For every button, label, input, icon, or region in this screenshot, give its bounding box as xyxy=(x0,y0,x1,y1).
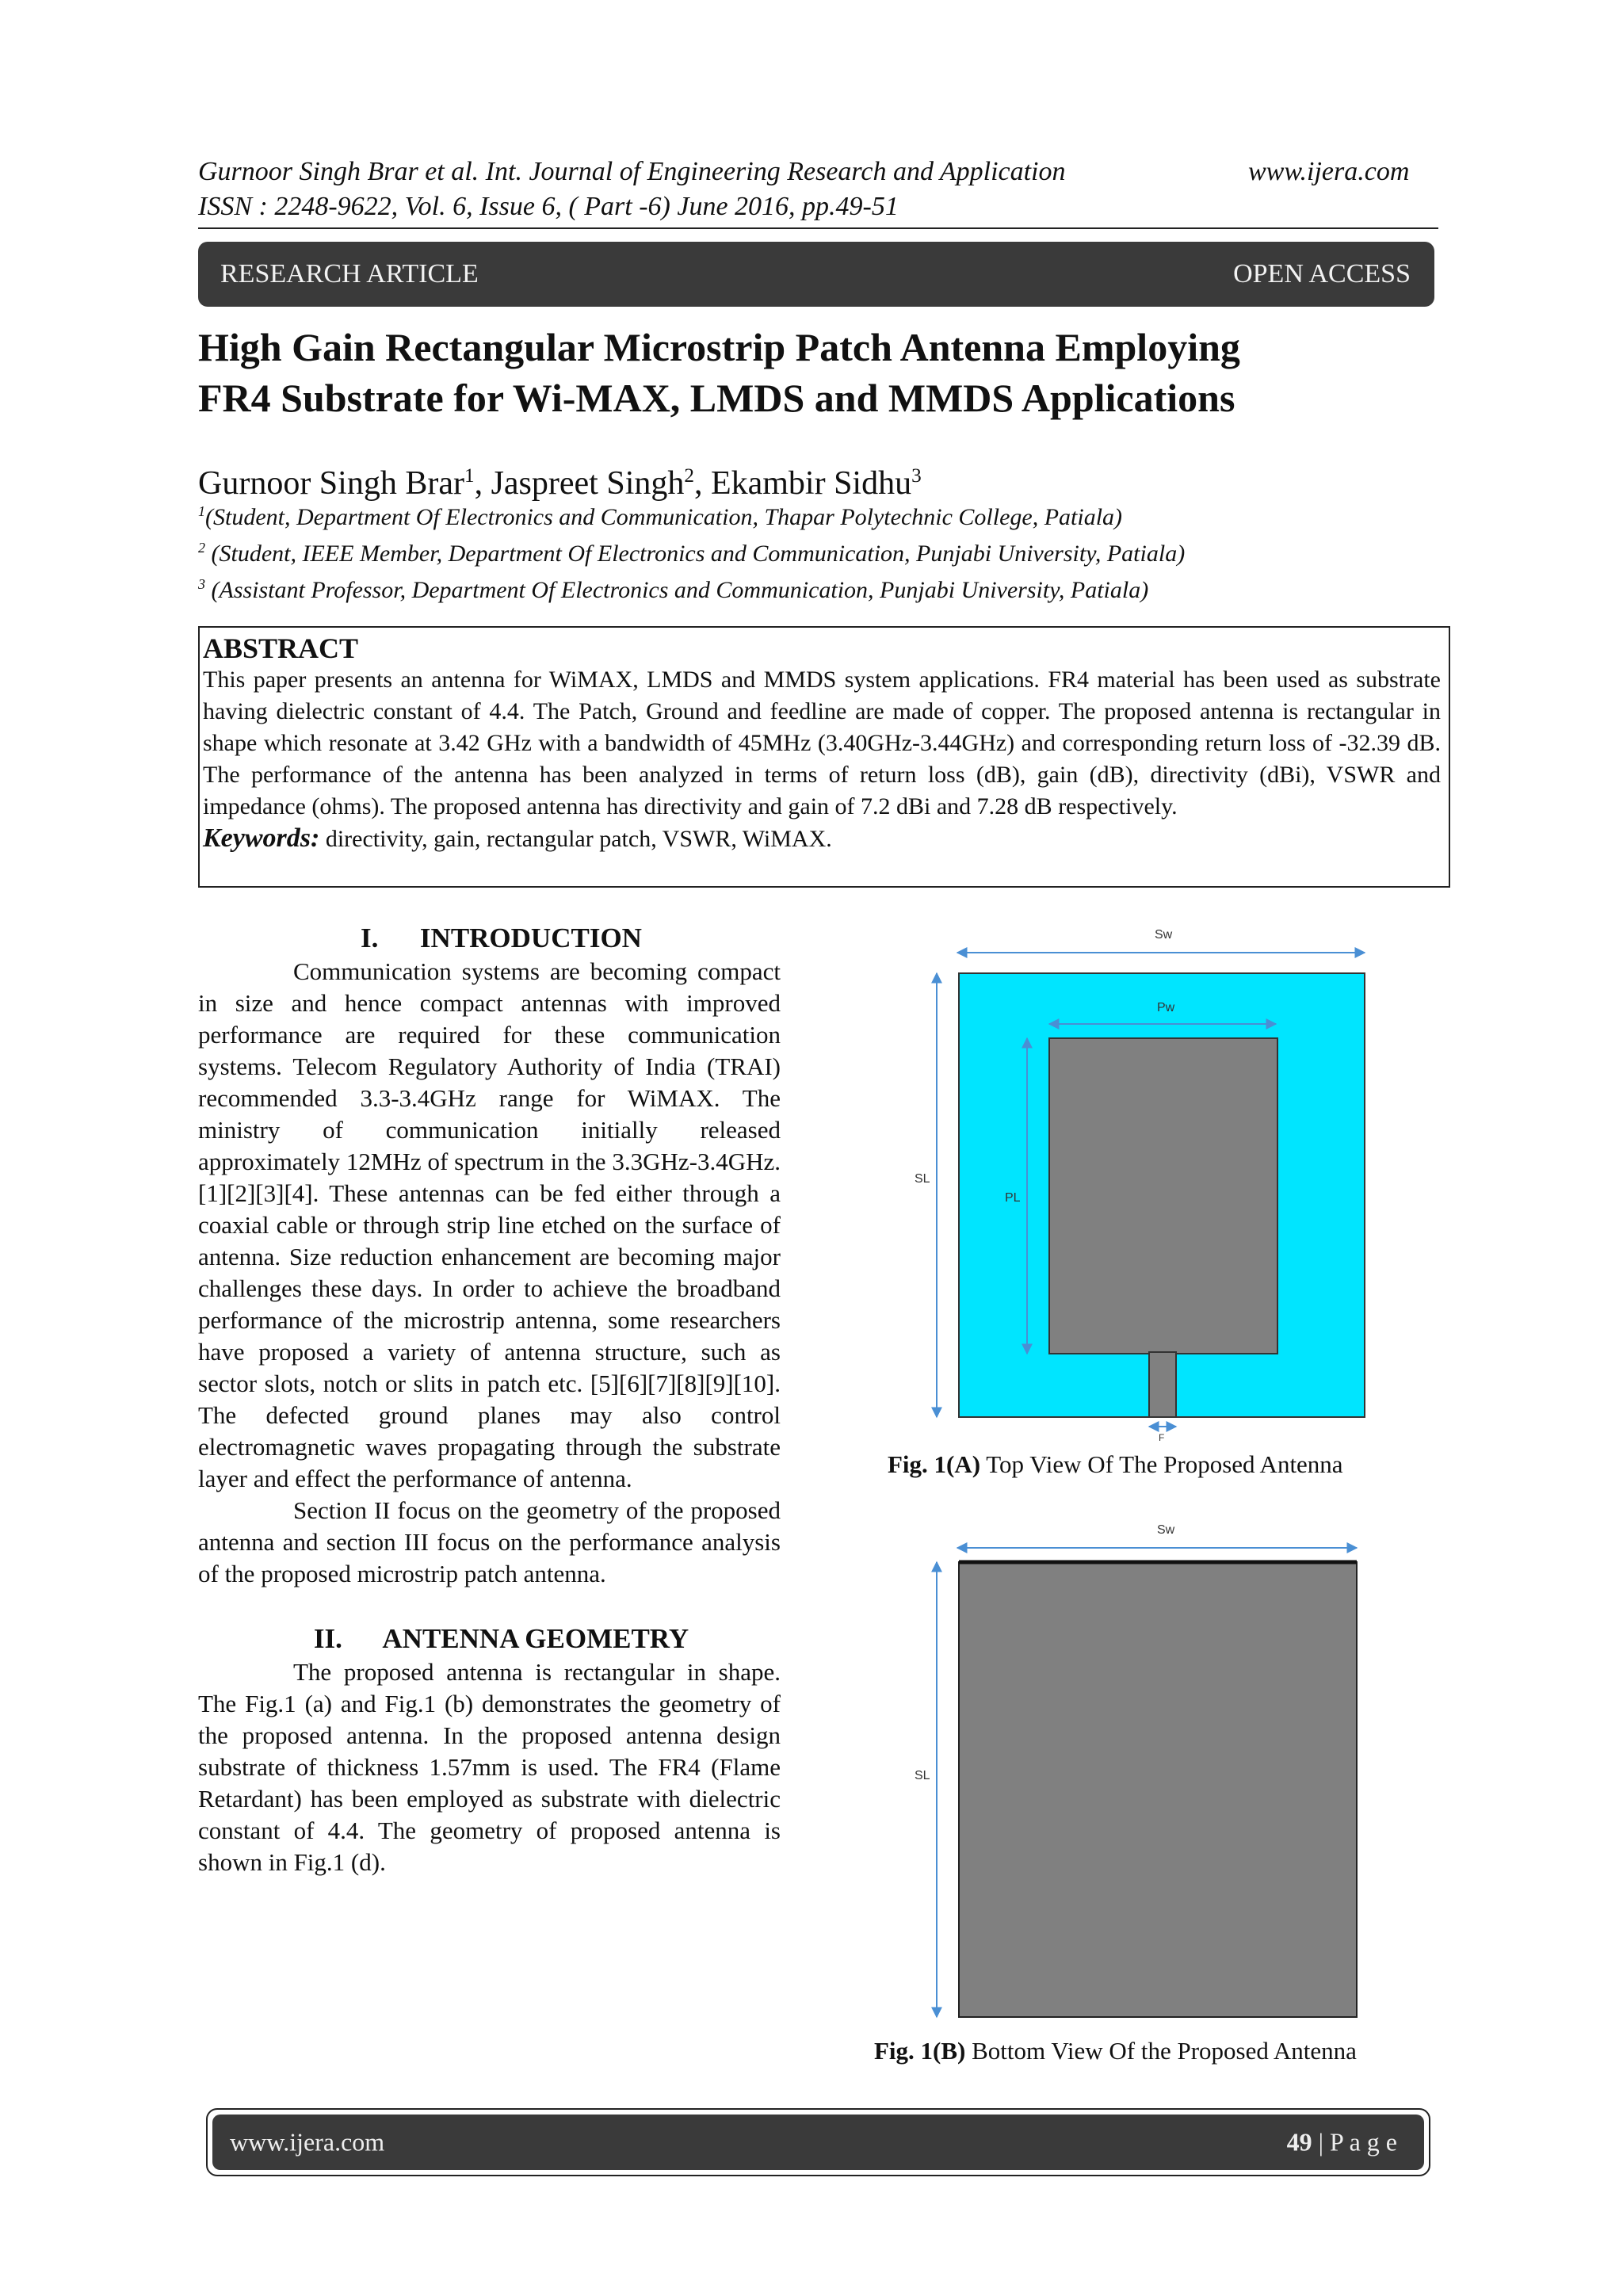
f-label: F xyxy=(1159,1432,1165,1442)
affiliation-1: $^1$(Student, Department Of Electronics and Communication, Thapar Polytechnic College, Patiala) xyxy=(198,503,1123,530)
journal-website[interactable]: www.ijera.com xyxy=(1248,157,1410,186)
footer-website[interactable]: www.ijera.com xyxy=(230,2127,385,2157)
keywords-text: directivity, gain, rectangular patch, VSWR, WiMAX. xyxy=(319,826,832,852)
affiliations xyxy=(198,496,1450,606)
figure-1a-caption: Fig. 1(A) Top View Of The Proposed Antenna xyxy=(888,1450,1343,1478)
pw-label: Pw xyxy=(1157,1001,1175,1014)
ground-plane xyxy=(959,1562,1357,2017)
author-2-sup: 2 xyxy=(684,465,694,487)
figure-1b-bottom-view xyxy=(872,1510,1395,2033)
keywords-line xyxy=(203,823,1441,855)
section-2-paragraph-1: The proposed antenna is rectangular in shape. The Fig.1 (a) and Fig.1 (b) demonstrates the geometry of the proposed antenna. In the proposed antenna design substrate of thickness 1.57mm is used. The FR4 (Flame Retardant) has been employed as substrate with dielectric constant of 4.4. The geometry of proposed antenna is shown in Fig.1 (d). xyxy=(198,1658,781,1876)
pl-label: PL xyxy=(1005,1191,1021,1205)
figure-1a-top-view xyxy=(872,919,1395,1442)
left-column xyxy=(198,921,781,1878)
author-3-sup: 3 xyxy=(911,465,922,487)
sl-label-b: SL xyxy=(915,1769,930,1782)
sl-label: SL xyxy=(915,1172,930,1186)
sw-label-b: Sw xyxy=(1157,1523,1175,1537)
title-line-1: High Gain Rectangular Microstrip Patch Antenna Employing xyxy=(198,325,1240,369)
open-access-label: OPEN ACCESS xyxy=(1233,259,1411,288)
page-number: 49 | P a g e xyxy=(1286,2127,1397,2157)
issn-line: ISSN : 2248-9622, Vol. 6, Issue 6, ( Part -6) June 2016, pp.49-51 xyxy=(198,192,899,221)
journal-line: Gurnoor Singh Brar et al. Int. Journal of Engineering Research and Application xyxy=(198,157,1066,186)
research-article-label: RESEARCH ARTICLE xyxy=(220,259,479,288)
author-2: Jaspreet Singh xyxy=(491,465,685,502)
author-3: Ekambir Sidhu xyxy=(710,465,912,502)
title-line-2: FR4 Substrate for Wi-MAX, LMDS and MMDS Applications xyxy=(198,376,1235,420)
author-1-sup: 1 xyxy=(464,465,475,487)
section-1-paragraph-1: Communication systems are becoming compact in size and hence compact antennas with improved performance are required for these communication systems. Telecom Regulatory Authority of India (TRAI) recommended 3.3-3.4GHz range for WiMAX. The ministry of communication initially released approximately 12MHz of spectrum in the 3.3GHz-3.4GHz. [1][2][3][4]. These antennas can be fed either through a coaxial cable or through strip line etched on the surface of antenna. Size reduction enhancement are becoming major challenges these days. In order to achieve the broadband performance of the microstrip antenna, some researchers have proposed a variety of antenna structure, such as sector slots, notch or slits in patch etc. [5][6][7][8][9][10]. The defected ground planes may also control electromagnetic waves propagating through the substrate layer and effect the performance of antenna. xyxy=(198,957,781,1492)
section-1-paragraph-2: Section II focus on the geometry of the proposed antenna and section III focus on the performance analysis of the proposed microstrip patch antenna. xyxy=(198,1496,781,1587)
section-2-heading: II. ANTENNA GEOMETRY xyxy=(313,1623,689,1654)
author-list: Gurnoor Singh Brar$^1$, Jaspreet Singh$^2$, Ekambir Sidhu$^3$ xyxy=(198,465,922,502)
section-1-heading: I. INTRODUCTION xyxy=(361,923,642,953)
abstract-box xyxy=(198,626,1450,888)
article-type-banner xyxy=(198,242,1434,307)
affiliation-2: $^2$ (Student, IEEE Member, Department Of Electronics and Communication, Punjabi University, Patiala) xyxy=(198,540,1186,567)
sw-label: Sw xyxy=(1155,928,1173,942)
feedline xyxy=(1149,1352,1176,1417)
patch xyxy=(1049,1038,1277,1354)
abstract-heading: ABSTRACT xyxy=(203,632,359,664)
page-footer xyxy=(206,2108,1430,2176)
author-1: Gurnoor Singh Brar xyxy=(198,465,464,502)
paper-title xyxy=(198,322,1450,423)
abstract-text: This paper presents an antenna for WiMAX, LMDS and MMDS system applications. FR4 material has been used as substrate having dielectric constant of 4.4. The Patch, Ground and feedline are made of copper. The proposed antenna is rectangular in shape which resonate at 3.42 GHz with a bandwidth of 45MHz (3.40GHz-3.44GHz) and corresponding return loss of -32.39 dB. The performance of the antenna has been analyzed in terms of return loss (dB), gain (dB), directivity (dBi), VSWR and impedance (ohms). The proposed antenna has directivity and gain of 7.2 dBi and 7.28 dB respectively. xyxy=(203,667,1441,819)
affiliation-3: $^3$ (Assistant Professor, Department Of Electronics and Communication, Punjabi University, Patiala) xyxy=(198,576,1149,603)
header-rule xyxy=(198,227,1438,229)
keywords-label: Keywords: xyxy=(203,823,320,853)
figure-1b-caption: Fig. 1(B) Bottom View Of the Proposed Antenna xyxy=(874,2037,1357,2065)
